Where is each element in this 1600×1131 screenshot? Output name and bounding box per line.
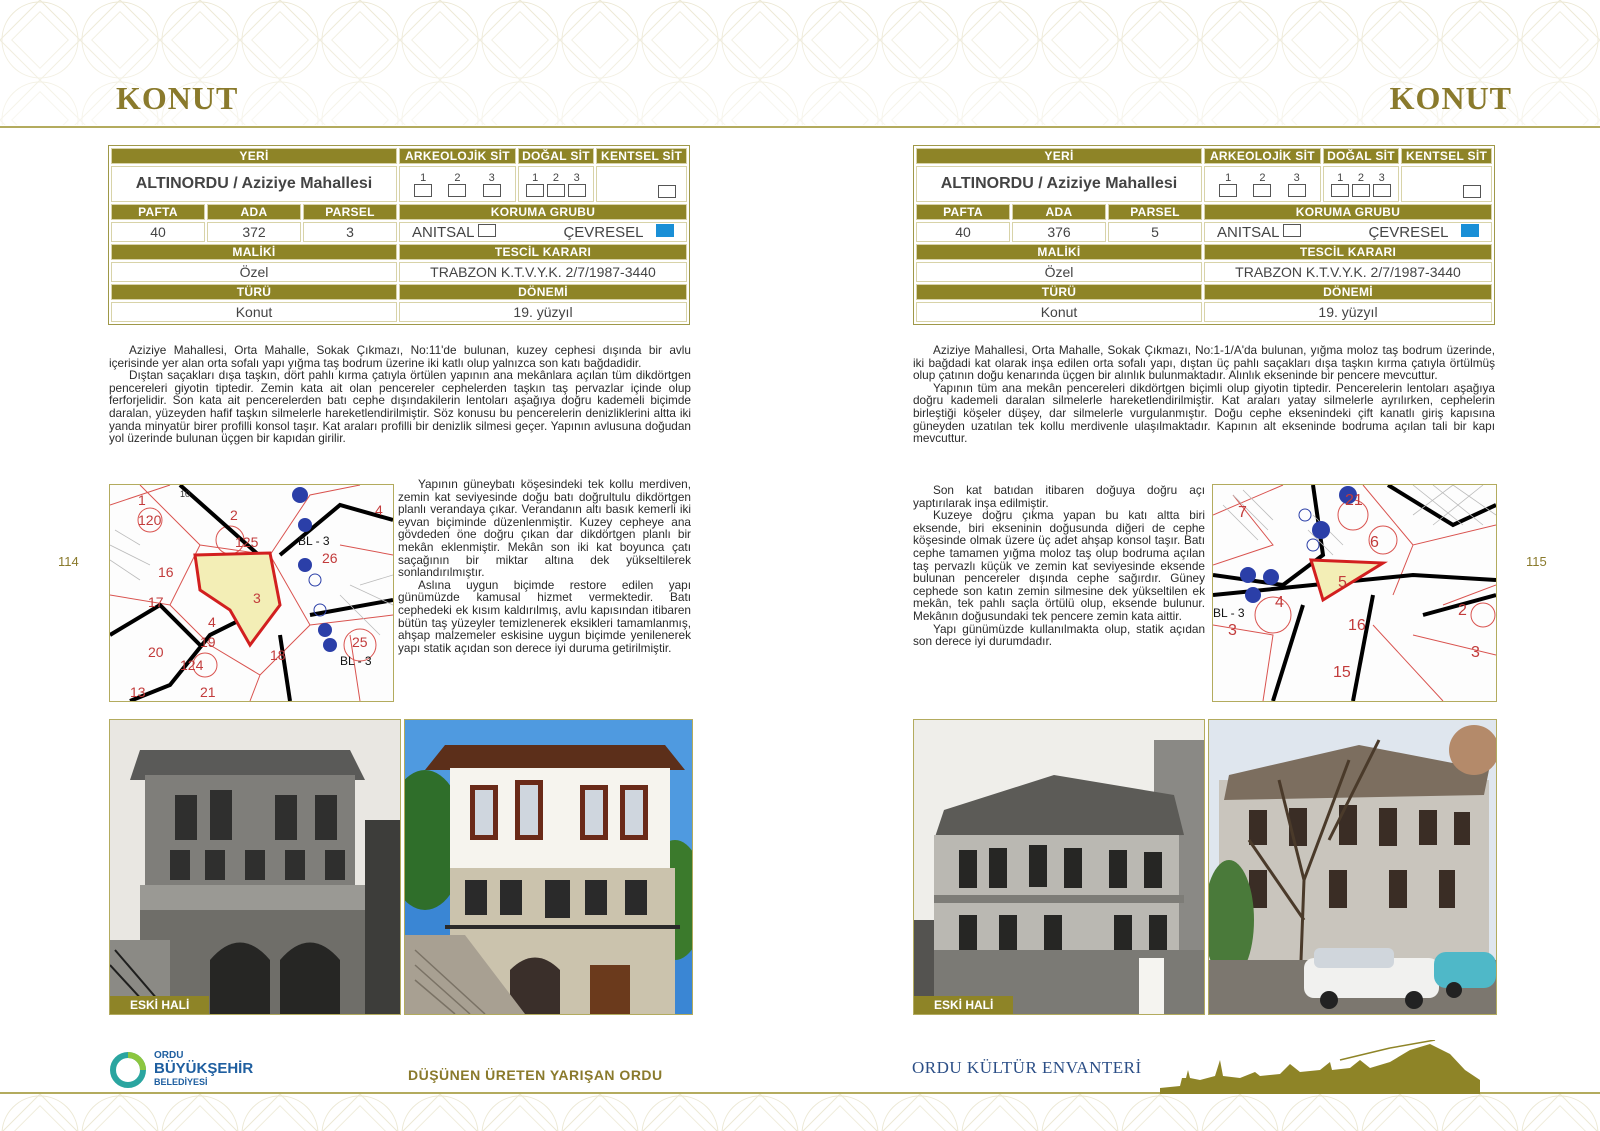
map-label: BL - 3	[340, 654, 372, 668]
anitsal-checkbox	[478, 224, 496, 237]
checkbox	[658, 185, 676, 198]
checkbox	[1253, 184, 1271, 197]
paragraph: Aslına uygun biçimde restore edilen yapı günümüzde kamusal hizmet vermektedir. Batı cephedeki ek kısım kaldırılmış, avlu kapısından itibaren bütün taş yüzeyler temizlenerek eksikleri tamamlanmış, ahşap malzemeler eskisine uygun biçimde yenilenerek yapı statik açıdan son derece iyi duruma getirilmiştir.	[398, 577, 691, 655]
logo-ring-icon	[110, 1050, 150, 1090]
map-label: 16	[1348, 617, 1366, 634]
checkbox	[448, 184, 466, 197]
map-label: 21	[200, 684, 216, 700]
map-label: 3	[253, 590, 261, 606]
pafta-header: PAFTA	[916, 204, 1010, 220]
location: ALTINORDU / Aziziye Mahallesi	[916, 166, 1202, 202]
malik-value: Özel	[916, 262, 1202, 282]
parsel-header: PARSEL	[303, 204, 397, 220]
dogal-boxes: 1 2 3	[1323, 166, 1399, 202]
municipality-logo	[110, 1050, 270, 1090]
old-photo	[913, 719, 1205, 1015]
koruma-header: KORUMA GRUBU	[1204, 204, 1492, 220]
ada-header: ADA	[1012, 204, 1106, 220]
map-label: 20	[148, 644, 164, 660]
donemi-value: 19. yüzyıl	[399, 302, 687, 322]
logo-text-1: ORDU	[154, 1050, 184, 1061]
current-photo	[404, 719, 693, 1015]
checkbox	[1331, 184, 1349, 197]
anitsal-label: ANITSAL	[1217, 223, 1279, 241]
anitsal-label: ANITSAL	[412, 223, 474, 241]
koruma-values	[1204, 222, 1492, 242]
map-label: 7	[1238, 504, 1247, 521]
donemi-header: DÖNEMİ	[399, 284, 687, 300]
paragraph: Yapı günümüzde kullanılmakta olup, statik açıdan son derece iyi durumdadır.	[913, 621, 1205, 649]
page-number: 114	[58, 554, 79, 569]
map-label: 1	[138, 492, 146, 508]
ada-header: ADA	[207, 204, 301, 220]
checkbox	[1352, 184, 1370, 197]
map-label: 2	[230, 507, 238, 523]
map-label: BL - 3	[298, 534, 330, 548]
kentsel-box	[596, 166, 687, 202]
map-label: 4	[1275, 594, 1284, 611]
kentsel-header: KENTSEL SİT	[1401, 148, 1492, 164]
donemi-header: DÖNEMİ	[1204, 284, 1492, 300]
map-label: 120	[138, 512, 162, 528]
tescil-value: TRABZON K.T.V.Y.K. 2/7/1987-3440	[399, 262, 687, 282]
paragraph: Aziziye Mahallesi, Orta Mahalle, Sokak Çıkmazı, No:11'de bulunan, kuzey cephesi dışında bir avlu içerisinde yer alan orta sofalı yapı yığma taş bodrum üzerine iki katlı olup yalnızca son katı bağdadidir.	[109, 343, 691, 370]
turu-header: TÜRÜ	[916, 284, 1202, 300]
map-label: 26	[322, 550, 338, 566]
cadastral-map	[1212, 484, 1497, 702]
checkbox	[1219, 184, 1237, 197]
arkeolojik-boxes: 1 2 3	[1204, 166, 1321, 202]
koruma-values	[399, 222, 687, 242]
body-text-top	[109, 344, 691, 445]
ada-value: 376	[1012, 222, 1106, 242]
cadastral-map	[109, 484, 394, 702]
malik-header: MALİKİ	[916, 244, 1202, 260]
info-table	[913, 145, 1495, 325]
paragraph: Dıştan saçakları dışa taşkın, dört pahlı kırma çatıyla örtülen yapının ana mekânlara açılan tüm dikdörtgen pencereleri giyotin tiptedir. Zemin kata ait olan pencereler cephelerden taşkın taş pervazlar içinde olup ferforjelidir. Son kata ait pencerelerden batı cephe dışındakilerin lentoları aşağıya doğru kademeli biçimde daralan, yüzeyden hafif taşkın silmelerle hareketlendirilmiştir. Söz konusu bu pencerelerin denizliklerini altta iki yanda minyatür birer profilli konsol taşır. Kat araları profilli bir denizlik silmesi geçer. Yapının avlusuna doğudan yol üzerinde bulunan üçgen bir kapıdan girilir.	[109, 368, 691, 446]
malik-value: Özel	[111, 262, 397, 282]
tescil-header: TESCİL KARARI	[1204, 244, 1492, 260]
map-label: 5	[1338, 574, 1347, 591]
map-label: 16	[158, 564, 174, 580]
paragraph: Yapının güneybatı köşesindeki tek kollu merdiven, zemin kat seviyesinde doğu batı doğrultulu dikdörtgen planlı verandaya çıkar. Verandanın altı basık kemerli iki eyvan biçiminde düzenlenmiştir. Kuzey cepheye ana gövdeden öne doğru çıkan dar dikdörtgen planlı bir mekân eklenmiştir. Mekân son iki kat boyunca çatı saçağının bir miktar altına dek yükseltilerek sonlandırılmıştır.	[398, 477, 691, 580]
tescil-header: TESCİL KARARI	[399, 244, 687, 260]
page-title: KONUT	[1389, 80, 1512, 116]
map-label: 25	[352, 634, 368, 650]
eski-hali-label: ESKİ HALİ	[914, 996, 1013, 1014]
old-photo	[109, 719, 401, 1015]
turu-value: Konut	[111, 302, 397, 322]
map-label: 17	[148, 594, 164, 610]
malik-header: MALİKİ	[111, 244, 397, 260]
arkeolojik-header: ARKEOLOJİK SİT	[399, 148, 516, 164]
map-label: 15	[1333, 664, 1351, 681]
checkbox	[526, 184, 544, 197]
cevresel-checkbox	[1461, 224, 1479, 237]
map-label: 4	[208, 614, 216, 630]
koruma-header: KORUMA GRUBU	[399, 204, 687, 220]
city-skyline-icon	[1160, 1040, 1480, 1094]
map-label: 124	[180, 657, 204, 673]
current-photo	[1208, 719, 1497, 1015]
map-label: 10	[180, 489, 191, 499]
pafta-value: 40	[916, 222, 1010, 242]
page-title: KONUT	[116, 80, 239, 116]
map-label: 125	[235, 534, 259, 550]
anitsal-checkbox	[1283, 224, 1301, 237]
checkbox	[1288, 184, 1306, 197]
map-label: BL - 3	[1213, 606, 1245, 620]
checkbox	[568, 184, 586, 197]
body-text-top	[913, 344, 1495, 445]
parsel-header: PARSEL	[1108, 204, 1202, 220]
map-label: 21	[1345, 492, 1363, 509]
footer-slogan: DÜŞÜNEN ÜRETEN YARIŞAN ORDU	[408, 1067, 663, 1083]
kentsel-box	[1401, 166, 1492, 202]
eski-hali-label: ESKİ HALİ	[110, 996, 209, 1014]
cevresel-label: ÇEVRESEL	[563, 223, 644, 241]
dogal-header: DOĞAL SİT	[518, 148, 594, 164]
paragraph: Yapının tüm ana mekân pencereleri dikdörtgen biçimli olup giyotin tiptedir. Pencerelerin lentoları aşağıya doğru kademeli daralan silmelerle hareketlendirilmiştir. Kat araları yatay silmelerle ayrılırken, cephelerin birleştiği köşeler düşey, dar silmelerle vurgulanmıştır. Doğu cephe eksenindeki çift kanatlı giriş kapısına güneyden uzatılan tek kollu merdivenle ulaşılmaktadır. Kapının alt ekseninde bodruma açılan tali bir kapı mevcuttur.	[913, 380, 1495, 446]
checkbox	[1373, 184, 1391, 197]
checkbox	[483, 184, 501, 197]
header-divider	[0, 126, 800, 128]
arkeolojik-boxes: 1 2 3	[399, 166, 516, 202]
map-label: 13	[130, 684, 146, 700]
location: ALTINORDU / Aziziye Mahallesi	[111, 166, 397, 202]
ada-value: 372	[207, 222, 301, 242]
kentsel-header: KENTSEL SİT	[596, 148, 687, 164]
tescil-value: TRABZON K.T.V.Y.K. 2/7/1987-3440	[1204, 262, 1492, 282]
map-label: 4	[375, 502, 383, 518]
pafta-header: PAFTA	[111, 204, 205, 220]
footer-pattern	[800, 1094, 1600, 1131]
page-number: 115	[1526, 554, 1547, 569]
paragraph: Aziziye Mahallesi, Orta Mahalle, Sokak Çıkmazı, No:1-1/A'da bulunan, yığma moloz taş bodrum üzerinde, iki bağdadi kat olarak inşa edilen orta sofalı yapı, dıştan üç pahlı saçakları dışa taşkın kırma çatıyla örtülmüş olup çatının doğu kenarında üçgen bir alınlık bulunmaktadır. Alınlık ekseninde bir pencere mevcuttur.	[913, 343, 1495, 383]
dogal-boxes: 1 2 3	[518, 166, 594, 202]
checkbox	[1463, 185, 1481, 198]
logo-text-3: BELEDİYESİ	[154, 1077, 208, 1087]
body-text-right-col	[398, 478, 691, 654]
map-label: 2	[1458, 602, 1467, 619]
turu-value: Konut	[916, 302, 1202, 322]
body-text-left-col	[913, 484, 1205, 648]
map-label: 19	[200, 634, 216, 650]
map-label: 6	[1370, 534, 1379, 551]
right-page	[800, 0, 1600, 1131]
paragraph: Kuzeye doğru çıkma yapan bu katı altta biri eksende, biri ekseninin doğusunda diğeri de cephe köşesinde olmak üzere üç adet ahşap konsol taşır. Batı cephe tamamen yığma moloz taş olup bodruma açılan taş pervazlı küçük ve zemin kat seviyesinde eksende bulunan pencereler dışında cephe sağırdır. Güney cephede son katın zemin silmesine dek yükseltilen ek mekân, tek pahlı saçla örtülü olup, eksende bulunur. Mekânın doğusundaki tek pencere zemin kata aittir.	[913, 508, 1205, 623]
dogal-header: DOĞAL SİT	[1323, 148, 1399, 164]
paragraph: Son kat batıdan itibaren doğuya doğru açı yaptırılarak inşa edilmiştir.	[913, 483, 1205, 510]
cevresel-checkbox	[656, 224, 674, 237]
yeri-header: YERİ	[916, 148, 1202, 164]
arkeolojik-header: ARKEOLOJİK SİT	[1204, 148, 1321, 164]
header-divider	[800, 126, 1600, 128]
map-label: 3	[1228, 622, 1237, 639]
pafta-value: 40	[111, 222, 205, 242]
yeri-header: YERİ	[111, 148, 397, 164]
footer-pattern	[0, 1094, 800, 1131]
parsel-value: 3	[303, 222, 397, 242]
map-label: 3	[1471, 644, 1480, 661]
cevresel-label: ÇEVRESEL	[1368, 223, 1449, 241]
checkbox	[547, 184, 565, 197]
donemi-value: 19. yüzyıl	[1204, 302, 1492, 322]
logo-text-2: BÜYÜKŞEHİR	[154, 1060, 254, 1077]
footer-title: ORDU KÜLTÜR ENVANTERİ	[912, 1058, 1142, 1077]
parsel-value: 5	[1108, 222, 1202, 242]
checkbox	[414, 184, 432, 197]
info-table	[108, 145, 690, 325]
map-label: 18	[270, 647, 286, 663]
turu-header: TÜRÜ	[111, 284, 397, 300]
